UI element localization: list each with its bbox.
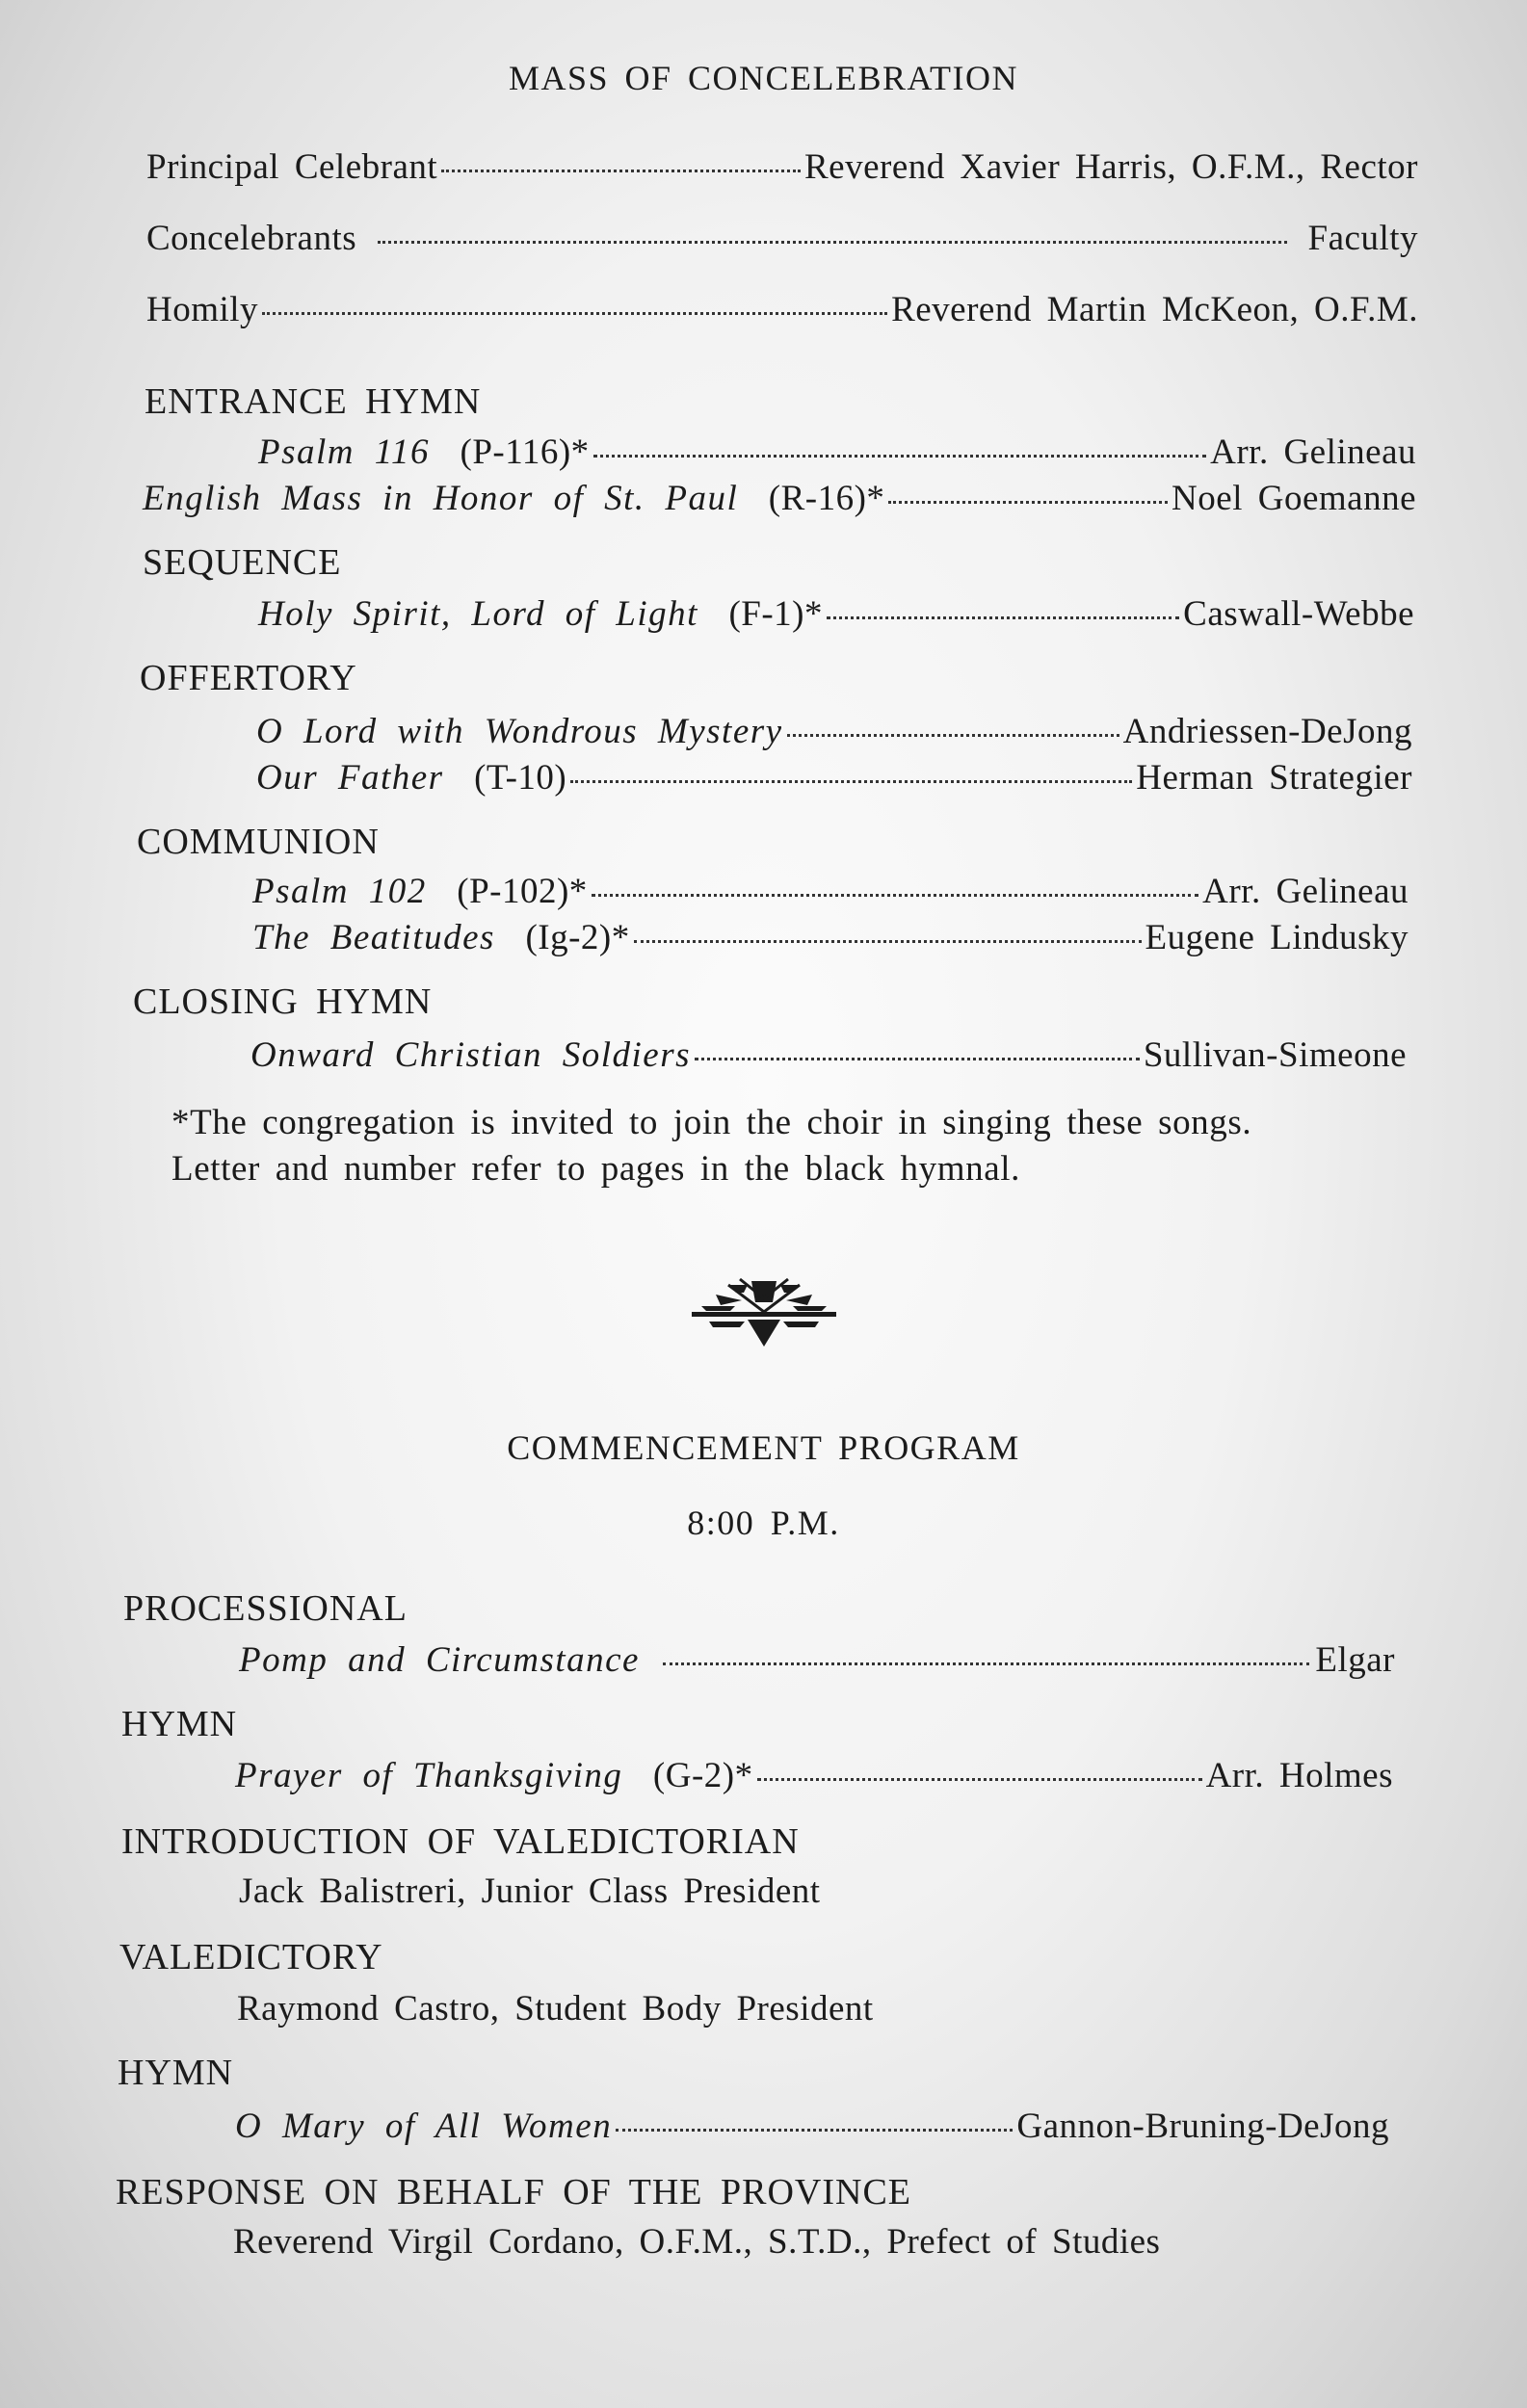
role-label: Principal Celebrant	[146, 147, 438, 187]
role-principal-celebrant	[146, 146, 1418, 188]
dot-leader	[570, 780, 1132, 783]
dot-leader	[441, 170, 801, 172]
dot-leader	[262, 312, 887, 315]
item-title: Psalm 116	[258, 432, 431, 472]
item-composer: Arr. Gelineau	[1210, 432, 1416, 472]
program-item	[258, 593, 1414, 635]
section-heading: PROCESSIONAL	[123, 1588, 408, 1629]
dot-leader	[593, 455, 1206, 458]
speaker-name: Jack Balistreri, Junior Class President	[239, 1871, 821, 1911]
section-heading: ENTRANCE HYMN	[145, 381, 482, 422]
role-value: Faculty	[1307, 219, 1418, 258]
item-composer: Arr. Gelineau	[1202, 872, 1409, 911]
section-heading: RESPONSE ON BEHALF OF THE PROVINCE	[116, 2172, 912, 2212]
item-title: Onward Christian Soldiers	[250, 1035, 692, 1075]
item-composer: Gannon-Bruning-DeJong	[1016, 2107, 1389, 2146]
hymnal-code: (G-2)*	[652, 1756, 753, 1795]
section-heading: COMMUNION	[137, 822, 380, 862]
section-heading: SEQUENCE	[143, 542, 342, 583]
role-label: Homily	[146, 290, 259, 329]
commencement-time: 8:00 P.M.	[687, 1504, 840, 1542]
section-heading: CLOSING HYMN	[133, 982, 433, 1022]
role-value: Reverend Xavier Harris, O.F.M., Rector	[803, 147, 1418, 187]
item-composer: Andriessen-DeJong	[1122, 712, 1412, 751]
speaker-name: Raymond Castro, Student Body President	[237, 1989, 874, 2028]
item-title: Holy Spirit, Lord of Light	[258, 594, 698, 634]
item-title: Pomp and Circumstance	[239, 1640, 640, 1680]
dot-leader	[378, 241, 1286, 244]
item-title: Prayer of Thanksgiving	[235, 1756, 623, 1795]
hymnal-code: (Ig-2)*	[525, 918, 630, 957]
art-deco-divider-ornament-icon	[692, 1271, 836, 1358]
item-title: The Beatitudes	[252, 918, 495, 957]
item-title: English Mass in Honor of St. Paul	[143, 479, 739, 518]
role-homily	[146, 289, 1418, 330]
item-composer: Elgar	[1315, 1640, 1395, 1680]
section-heading: HYMN	[118, 2053, 234, 2093]
program-item	[258, 432, 1416, 473]
hymnal-code: (P-102)*	[457, 872, 588, 911]
program-item	[235, 1755, 1393, 1796]
program-item	[252, 917, 1409, 958]
dot-leader	[592, 894, 1198, 897]
hymnal-code: (P-116)*	[460, 432, 590, 472]
section-heading: HYMN	[121, 1704, 238, 1744]
dot-leader	[827, 616, 1179, 619]
item-composer: Herman Strategier	[1136, 758, 1412, 798]
program-item	[256, 757, 1412, 798]
item-title: Our Father	[256, 758, 444, 798]
item-title: O Lord with Wondrous Mystery	[256, 712, 783, 751]
dot-leader	[888, 501, 1168, 504]
program-item	[239, 1639, 1395, 1681]
section-heading: VALEDICTORY	[119, 1937, 383, 1977]
program-item	[235, 2106, 1389, 2147]
dot-leader	[787, 734, 1119, 737]
dot-leader	[616, 2129, 1013, 2132]
item-composer: Arr. Holmes	[1205, 1756, 1393, 1795]
congregation-note: *The congregation is invited to join the choir in singing these songs.	[171, 1103, 1252, 1142]
program-item	[143, 478, 1416, 519]
role-concelebrants	[146, 218, 1418, 259]
dot-leader	[663, 1662, 1309, 1665]
section-heading: OFFERTORY	[140, 658, 357, 698]
item-title: O Mary of All Women	[235, 2107, 613, 2146]
hymnal-code: (R-16)*	[768, 479, 885, 518]
hymnal-note: Letter and number refer to pages in the black hymnal.	[171, 1149, 1020, 1189]
hymnal-code: (F-1)*	[728, 594, 823, 634]
program-item	[252, 871, 1409, 912]
hymnal-code: (T-10)	[474, 758, 567, 798]
program-item	[256, 711, 1412, 752]
item-composer: Caswall-Webbe	[1183, 594, 1414, 634]
speaker-name: Reverend Virgil Cordano, O.F.M., S.T.D., Prefect of Studies	[233, 2222, 1161, 2262]
mass-title: MASS OF CONCELEBRATION	[508, 59, 1019, 97]
item-title: Psalm 102	[252, 872, 427, 911]
dot-leader	[757, 1778, 1202, 1781]
dot-leader	[695, 1058, 1140, 1060]
commencement-title: COMMENCEMENT PROGRAM	[507, 1428, 1020, 1467]
section-heading: INTRODUCTION OF VALEDICTORIAN	[121, 1821, 800, 1862]
program-item	[250, 1034, 1407, 1076]
dot-leader	[634, 940, 1142, 943]
role-value: Reverend Martin McKeon, O.F.M.	[891, 290, 1418, 329]
item-composer: Eugene Lindusky	[1145, 918, 1409, 957]
role-label: Concelebrants	[146, 219, 357, 258]
item-composer: Sullivan-Simeone	[1143, 1035, 1407, 1075]
item-composer: Noel Goemanne	[1172, 479, 1416, 518]
